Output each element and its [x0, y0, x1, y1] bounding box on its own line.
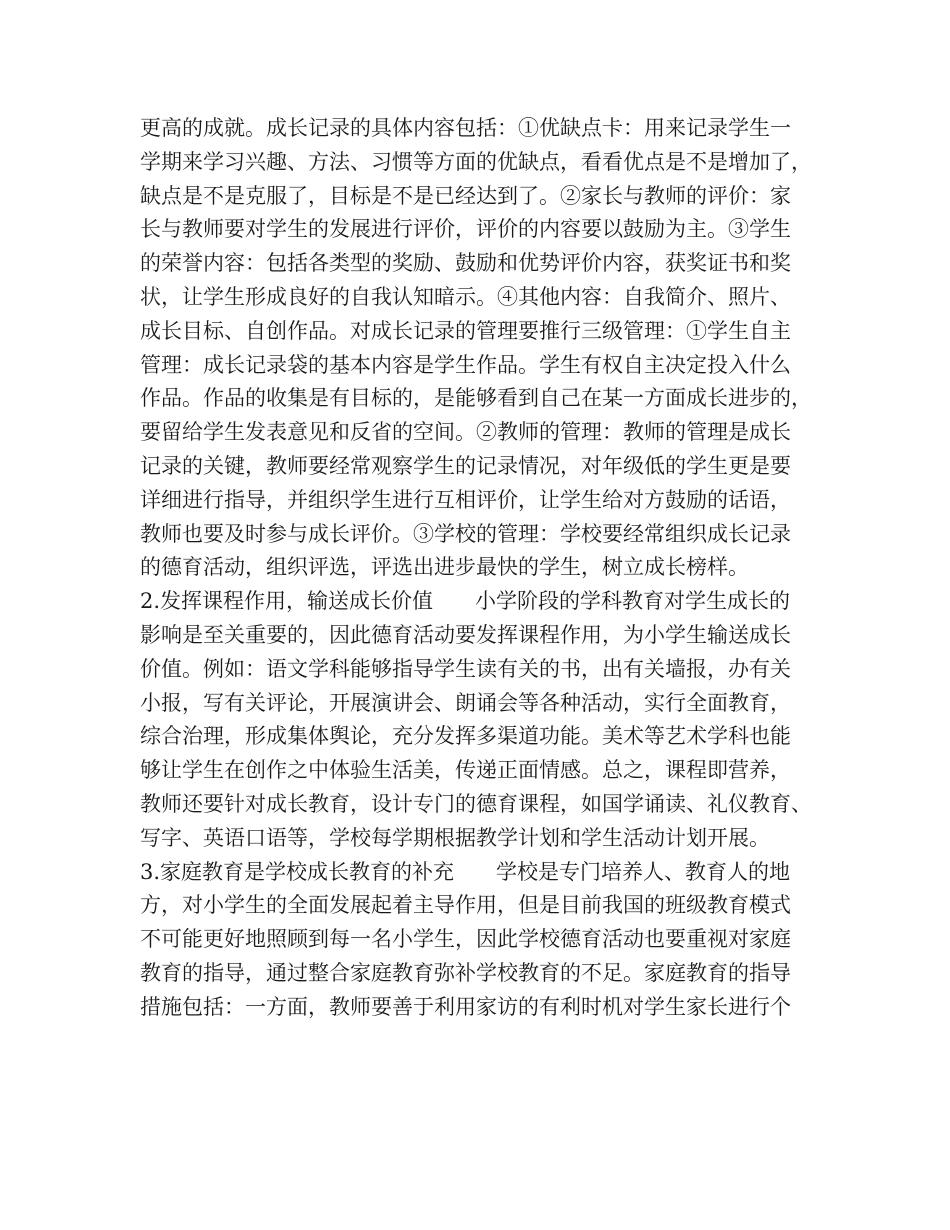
text-line: 记录的关键，教师要经常观察学生的记录情况，对年级低的学生更是要: [140, 453, 791, 478]
text-line: 价值。例如：语文学科能够指导学生读有关的书，出有关墙报，办有关: [140, 656, 791, 681]
text-line: 成长目标、自创作品。对成长记录的管理要推行三级管理：①学生自主: [140, 318, 791, 343]
text-line: 不可能更好地照顾到每一名小学生，因此学校德育活动也要重视对家庭: [140, 927, 791, 952]
section-heading-line: 2.发挥课程作用，输送成长价值 小学阶段的学科教育对学生成长的: [140, 589, 791, 614]
text-line: 状，让学生形成良好的自我认知暗示。④其他内容：自我简介、照片、: [140, 284, 791, 309]
text-line: 要留给学生发表意见和反省的空间。②教师的管理：教师的管理是成长: [140, 420, 791, 445]
text-line: 详细进行指导，并组织学生进行互相评价，让学生给对方鼓励的话语，: [140, 487, 791, 512]
section-heading-line: 3.家庭教育是学校成长教育的补充 学校是专门培养人、教育人的地: [140, 859, 791, 884]
text-line: 综合治理，形成集体舆论，充分发挥多渠道功能。美术等艺术学科也能: [140, 724, 791, 749]
text-line: 学期来学习兴趣、方法、习惯等方面的优缺点，看看优点是不是增加了，: [140, 149, 812, 174]
text-line: 缺点是不是克服了，目标是不是已经达到了。②家长与教师的评价：家: [140, 183, 791, 208]
text-line: 的德育活动，组织评选，评选出进步最快的学生，树立成长榜样。: [140, 555, 749, 580]
text-line: 教师还要针对成长教育，设计专门的德育课程，如国学诵读、礼仪教育、: [140, 791, 812, 816]
text-line: 影响是至关重要的，因此德育活动要发挥课程作用，为小学生输送成长: [140, 622, 791, 647]
text-line: 写字、英语口语等，学校每学期根据教学计划和学生活动计划开展。: [140, 825, 770, 850]
text-line: 教育的指导，通过整合家庭教育弥补学校教育的不足。家庭教育的指导: [140, 960, 791, 985]
text-line: 小报，写有关评论，开展演讲会、朗诵会等各种活动，实行全面教育，: [140, 690, 791, 715]
text-line: 长与教师要对学生的发展进行评价，评价的内容要以鼓励为主。③学生: [140, 217, 791, 242]
text-line: 措施包括：一方面，教师要善于利用家访的有利时机对学生家长进行个: [140, 994, 791, 1019]
text-line: 教师也要及时参与成长评价。③学校的管理：学校要经常组织成长记录: [140, 521, 791, 546]
body-text: [140, 112, 830, 1025]
text-line: 更高的成就。成长记录的具体内容包括：①优缺点卡：用来记录学生一: [140, 116, 791, 140]
text-line: 够让学生在创作之中体验生活美，传递正面情感。总之，课程即营养，: [140, 758, 791, 783]
text-line: 的荣誉内容：包括各类型的奖励、鼓励和优势评价内容，获奖证书和奖: [140, 251, 791, 276]
text-line: 方，对小学生的全面发展起着主导作用，但是目前我国的班级教育模式: [140, 893, 791, 918]
text-line: 管理：成长记录袋的基本内容是学生作品。学生有权自主决定投入什么: [140, 352, 791, 377]
text-line: 作品。作品的收集是有目标的，是能够看到自己在某一方面成长进步的，: [140, 386, 812, 411]
